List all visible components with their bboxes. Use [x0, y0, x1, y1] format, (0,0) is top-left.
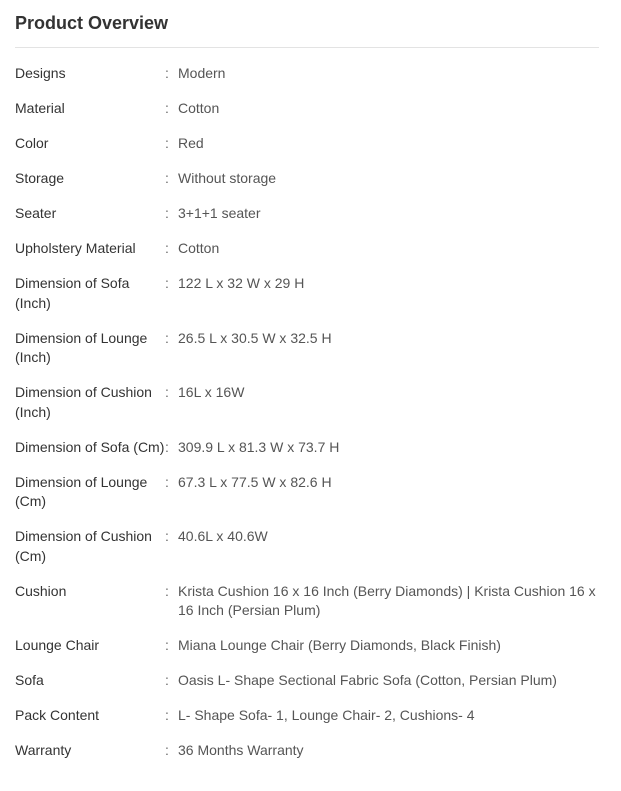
- spec-label: Dimension of Sofa (Inch): [15, 275, 130, 311]
- spec-row: [15, 239, 605, 259]
- spec-label: Color: [15, 135, 49, 151]
- spec-row: [15, 134, 605, 154]
- spec-separator: :: [165, 742, 169, 758]
- spec-label: Dimension of Cushion (Cm): [15, 528, 152, 564]
- spec-separator: :: [165, 473, 169, 490]
- spec-value: 16L x 16W: [178, 384, 245, 400]
- spec-row: [15, 438, 605, 458]
- section-title: Product Overview: [15, 13, 169, 33]
- spec-separator: :: [165, 205, 169, 221]
- spec-separator: :: [165, 100, 169, 116]
- spec-value: Cotton: [178, 240, 220, 256]
- spec-value: Modern: [178, 65, 226, 81]
- spec-row: [15, 169, 605, 189]
- spec-row: [15, 527, 605, 566]
- spec-value: 36 Months Warranty: [178, 742, 304, 758]
- spec-value: Without storage: [178, 170, 277, 186]
- spec-label: Sofa: [15, 672, 44, 688]
- spec-row: [15, 329, 605, 368]
- spec-row: [15, 473, 605, 512]
- spec-row: [15, 582, 605, 621]
- spec-value: L- Shape Sofa- 1, Lounge Chair- 2, Cushions- 4: [178, 707, 475, 723]
- spec-label: Warranty: [15, 742, 72, 758]
- spec-separator: :: [165, 582, 169, 599]
- spec-label: Dimension of Lounge (Cm): [15, 473, 148, 509]
- spec-row: [15, 64, 605, 84]
- spec-table: [15, 64, 605, 776]
- title-divider: [15, 47, 599, 48]
- spec-value: Cotton: [178, 100, 220, 116]
- spec-row: [15, 671, 605, 691]
- spec-label: Storage: [15, 170, 65, 186]
- spec-separator: :: [165, 240, 169, 256]
- spec-separator: :: [165, 384, 169, 400]
- spec-value: 40.6L x 40.6W: [178, 528, 268, 544]
- spec-value: 309.9 L x 81.3 W x 73.7 H: [178, 438, 340, 455]
- spec-separator: :: [165, 528, 169, 544]
- spec-label: Dimension of Lounge (Inch): [15, 329, 148, 365]
- spec-label: Pack Content: [15, 707, 100, 723]
- spec-value: 26.5 L x 30.5 W x 32.5 H: [178, 329, 332, 346]
- spec-label: Upholstery Material: [15, 240, 136, 256]
- spec-row: [15, 741, 605, 761]
- spec-separator: :: [165, 707, 169, 723]
- spec-value: 67.3 L x 77.5 W x 82.6 H: [178, 473, 332, 490]
- spec-row: [15, 383, 605, 422]
- spec-label: Dimension of Cushion (Inch): [15, 384, 152, 420]
- spec-separator: :: [165, 135, 169, 151]
- spec-separator: :: [165, 275, 169, 291]
- spec-row: [15, 636, 605, 656]
- spec-label: Seater: [15, 205, 57, 221]
- spec-label: Material: [15, 100, 65, 116]
- spec-label: Dimension of Sofa (Cm): [15, 438, 165, 455]
- spec-separator: :: [165, 672, 169, 688]
- spec-separator: :: [165, 637, 169, 653]
- spec-label: Cushion: [15, 582, 67, 599]
- spec-separator: :: [165, 170, 169, 186]
- spec-separator: :: [165, 438, 169, 455]
- spec-row: [15, 706, 605, 726]
- spec-value: Krista Cushion 16 x 16 Inch (Berry Diamonds) | Krista Cushion 16 x 16 Inch (Persian Plum): [178, 582, 596, 618]
- spec-row: [15, 274, 605, 313]
- spec-value: Oasis L- Shape Sectional Fabric Sofa (Cotton, Persian Plum): [178, 672, 557, 688]
- spec-label: Designs: [15, 65, 66, 81]
- spec-value: Red: [178, 135, 204, 151]
- spec-separator: :: [165, 65, 169, 81]
- spec-row: [15, 204, 605, 224]
- spec-value: Miana Lounge Chair (Berry Diamonds, Black Finish): [178, 637, 501, 653]
- spec-label: Lounge Chair: [15, 637, 100, 653]
- spec-separator: :: [165, 329, 169, 346]
- spec-row: [15, 99, 605, 119]
- spec-value: 122 L x 32 W x 29 H: [178, 275, 305, 291]
- spec-value: 3+1+1 seater: [178, 205, 261, 221]
